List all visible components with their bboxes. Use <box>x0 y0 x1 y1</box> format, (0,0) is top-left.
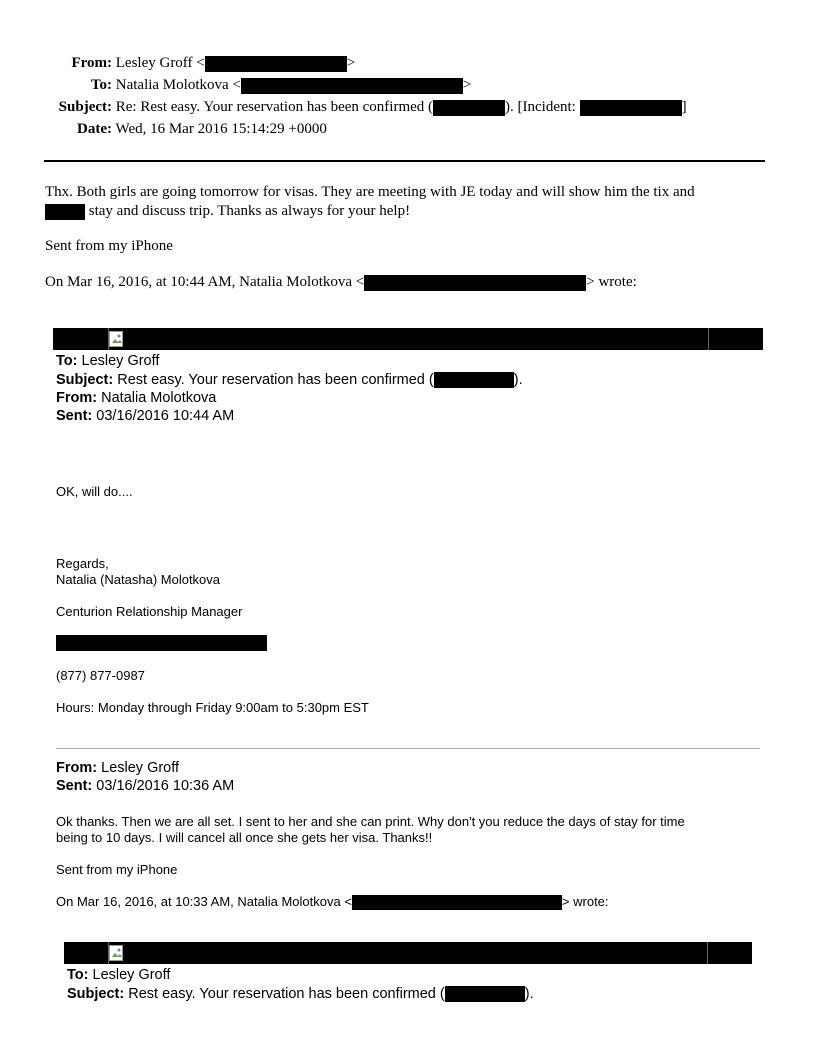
header-to-row: To: Natalia Molotkova < > <box>40 76 471 94</box>
redacted-email <box>364 275 586 291</box>
email2-hours: Hours: Monday through Friday 9:00am to 5:30pm EST <box>56 700 369 715</box>
email2-name: Natalia (Natasha) Molotkova <box>56 572 221 587</box>
subject-text: Re: Rest easy. Your reservation has been confirmed ( <box>115 99 434 115</box>
email3-body-line-1: Ok thanks. Then we are all set. I sent to her and she can print. Why don't you reduce the days of stay for time <box>56 814 685 829</box>
email3-body-line-2: being to 10 days. I will cancel all once she gets her visa. Thanks!! <box>56 830 433 845</box>
redacted-confirmation <box>433 100 505 116</box>
email2-regards: Regards, <box>56 556 109 571</box>
email3-quote-line: On Mar 16, 2016, at 10:33 AM, Natalia Molotkova < > wrote: <box>56 894 609 909</box>
email2-phone: (877) 877-0987 <box>56 668 145 683</box>
reply-signature: Sent from my iPhone <box>45 238 173 254</box>
email3-sent-row: Sent: 03/16/2016 10:36 AM <box>56 778 235 794</box>
email-banner <box>64 942 752 964</box>
redacted-confirmation <box>434 372 514 388</box>
reply-quote-line: On Mar 16, 2016, at 10:44 AM, Natalia Molotkova < > wrote: <box>45 274 637 290</box>
subject-label: Subject: <box>58 99 112 115</box>
redacted-email <box>352 895 562 910</box>
header-from-row: From: Lesley Groff < > <box>40 54 355 72</box>
date-value: Wed, 16 Mar 2016 15:14:29 +0000 <box>115 121 327 137</box>
redacted-contact <box>56 635 267 651</box>
from-label: From: <box>71 55 112 71</box>
email2-to-row: To: Lesley Groff <box>56 353 160 369</box>
redacted-text <box>45 204 85 220</box>
to-label: To: <box>90 77 112 93</box>
reply-line-1: Thx. Both girls are going tomorrow for visas. They are meeting with JE today and will show him the tix and <box>45 184 695 200</box>
redacted-incident <box>580 100 682 116</box>
from-name: Lesley Groff <box>115 55 193 71</box>
email2-sent-row: Sent: 03/16/2016 10:44 AM <box>56 408 235 424</box>
email3-signature: Sent from my iPhone <box>56 862 178 877</box>
email2-subject-row: Subject: Rest easy. Your reservation has been confirmed ( ). <box>56 372 523 388</box>
to-name: Natalia Molotkova <box>115 77 229 93</box>
email4-to-row: To: Lesley Groff <box>67 967 171 983</box>
email-divider <box>56 748 760 749</box>
redacted-email <box>241 78 463 94</box>
redacted-email <box>205 56 347 72</box>
header-date-row <box>40 120 327 138</box>
email2-body: OK, will do.... <box>56 484 133 499</box>
email-banner <box>53 328 763 350</box>
header-divider <box>44 160 765 162</box>
broken-image-icon <box>109 945 125 961</box>
broken-image-icon <box>109 331 125 347</box>
redacted-confirmation <box>445 986 525 1002</box>
email2-from-row: From: Natalia Molotkova <box>56 390 217 406</box>
email4-subject-row: Subject: Rest easy. Your reservation has been confirmed ( ). <box>67 986 534 1002</box>
email2-title: Centurion Relationship Manager <box>56 604 243 619</box>
reply-line-2: stay and discuss trip. Thanks as always for your help! <box>45 202 410 220</box>
date-label: Date: <box>77 121 112 137</box>
header-subject-row: Subject: Re: Rest easy. Your reservation has been confirmed ( ). [Incident: ] <box>40 98 687 116</box>
email3-from-row: From: Lesley Groff <box>56 760 180 776</box>
